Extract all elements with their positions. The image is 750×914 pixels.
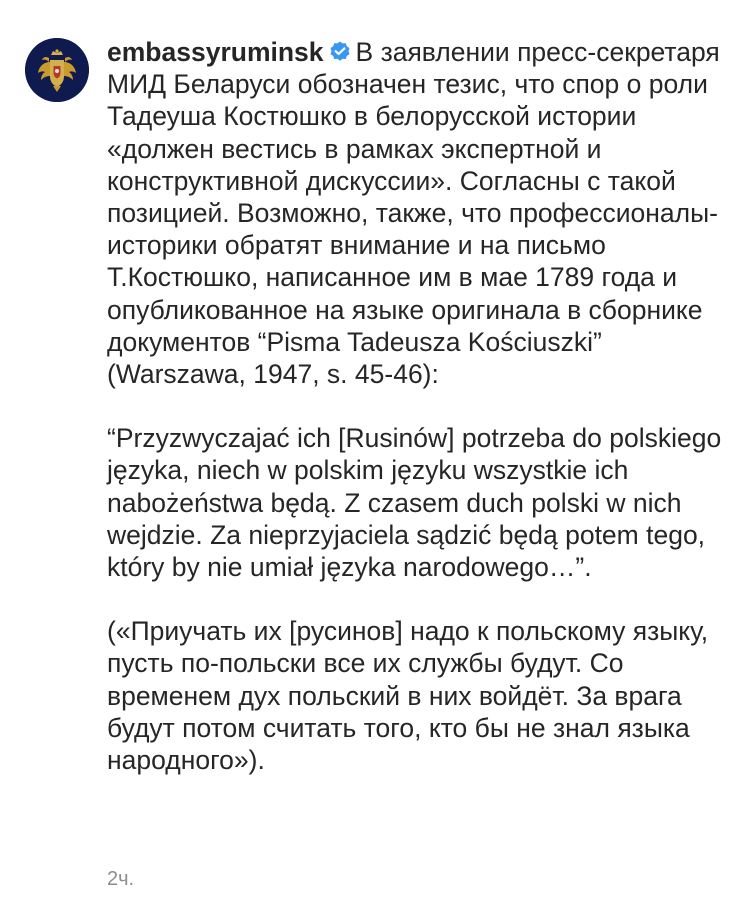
quote-russian-paragraph: («Приучать их [русинов] надо к польскому языку, пусть по-польски все их службы будут. Со временем дух польский в них войдёт. За врага будут потом считать того, кто бы не знал языка народного»). [107, 616, 709, 776]
username-link[interactable]: embassyruminsk [107, 37, 324, 67]
avatar[interactable] [25, 38, 89, 102]
post-caption [107, 36, 727, 776]
caption-intro-text: В заявлении пресс-секретаря МИД Беларуси обозначен тезис, что спор о роли Тадеуша Костюшко в белорусской истории «должен вестись в рамках экспертной и конструктивной дискуссии». Согласны с такой позицией. Возможно, также, что профессионалы-историки обратят внимание и на письмо Т.Костюшко, написанное им в мае 1789 года и опубликованное на языке оригинала в сборнике документов “Pisma Tadeusza Kościuszki” (Warszawa, 1947, s. 45-46): [107, 37, 720, 390]
post-timestamp[interactable]: 2ч. [107, 868, 135, 890]
coat-of-arms-icon [25, 38, 89, 102]
caption-intro-paragraph [107, 36, 727, 390]
quote-polish-paragraph: “Przyzwyczajać ich [Rusinów] potrzeba do polskiego języka, niech w polskim języku wszystkie ich nabożeństwa będą. Z czasem duch polski w nich wejdzie. Za nieprzyjaciela sądzić będą potem tego, który by nie umiał języka narodowego…”. [107, 423, 722, 583]
verified-badge-icon [328, 40, 352, 64]
